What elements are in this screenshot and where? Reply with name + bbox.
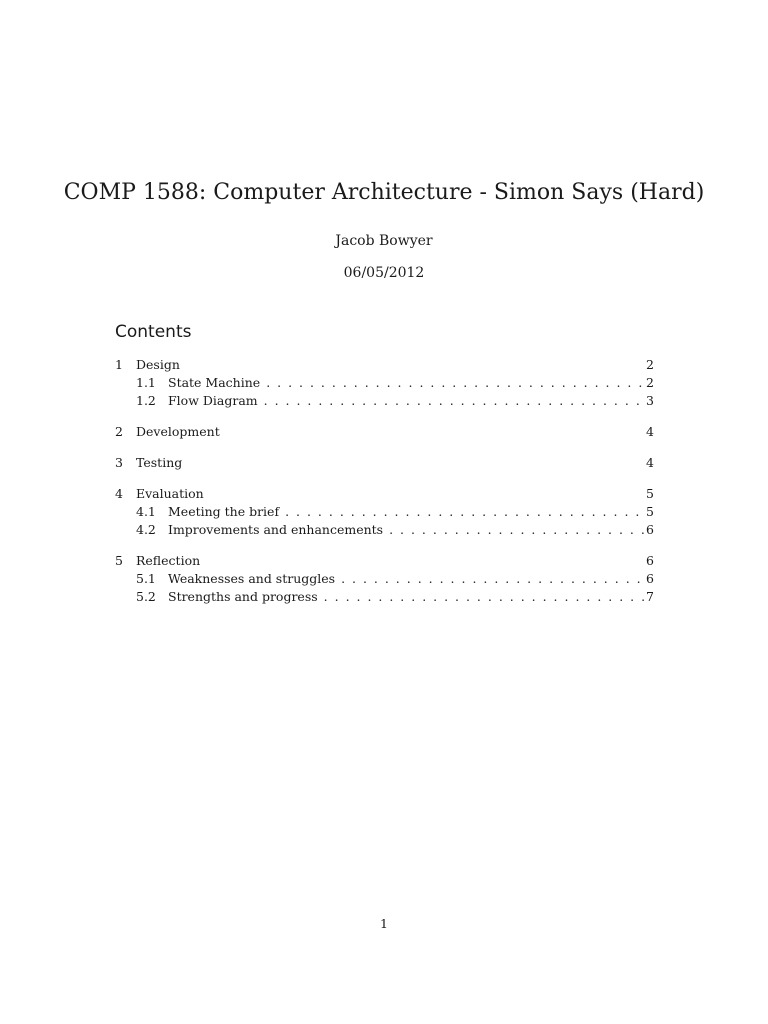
toc-entry-label: Reflection bbox=[136, 553, 201, 568]
document-date: 06/05/2012 bbox=[343, 265, 425, 281]
toc-section-development bbox=[115, 423, 654, 441]
toc-subentry-page: 3 bbox=[646, 393, 654, 408]
dot-leader bbox=[258, 392, 644, 410]
toc-entry[interactable] bbox=[115, 552, 654, 570]
toc-subentry-label: State Machine bbox=[168, 375, 261, 390]
toc-entry-number: 1 bbox=[115, 357, 123, 372]
toc-section-testing bbox=[115, 454, 654, 472]
toc-entry-label: Evaluation bbox=[136, 486, 204, 501]
toc-subentry[interactable] bbox=[115, 521, 654, 539]
toc-entry-page: 4 bbox=[646, 455, 654, 470]
toc-section-design bbox=[115, 356, 654, 410]
toc-entry[interactable] bbox=[115, 356, 654, 374]
toc-entry-page: 6 bbox=[646, 553, 654, 568]
toc-entry-label: Development bbox=[136, 424, 220, 439]
toc-subentry[interactable] bbox=[115, 503, 654, 521]
toc-entry[interactable] bbox=[115, 454, 654, 472]
document-author: Jacob Bowyer bbox=[335, 233, 433, 249]
toc-subentry-page: 6 bbox=[646, 522, 654, 537]
toc-subentry-number: 5.2 bbox=[136, 589, 156, 604]
toc-subentry-number: 4.2 bbox=[136, 522, 156, 537]
toc-subentry[interactable] bbox=[115, 570, 654, 588]
toc-subentry-label: Flow Diagram bbox=[168, 393, 258, 408]
toc-subentry-number: 4.1 bbox=[136, 504, 156, 519]
toc-subentry-page: 7 bbox=[646, 589, 654, 604]
toc-subentry-label: Meeting the brief bbox=[168, 504, 280, 519]
toc-entry-label: Testing bbox=[136, 455, 183, 470]
toc-subentry-page: 5 bbox=[646, 504, 654, 519]
toc-entry-page: 2 bbox=[646, 357, 654, 372]
toc-entry-page: 4 bbox=[646, 424, 654, 439]
page-number: 1 bbox=[380, 916, 388, 931]
toc-entry-number: 3 bbox=[115, 455, 123, 470]
toc-entry-number: 2 bbox=[115, 424, 123, 439]
document-title: COMP 1588: Computer Architecture - Simon Says (Hard) bbox=[63, 180, 705, 205]
toc-subentry-page: 6 bbox=[646, 571, 654, 586]
toc-subentry[interactable] bbox=[115, 374, 654, 392]
contents-heading: Contents bbox=[115, 322, 192, 342]
toc-entry-label: Design bbox=[136, 357, 180, 372]
toc-entry[interactable] bbox=[115, 485, 654, 503]
toc-subentry-number: 1.1 bbox=[136, 375, 156, 390]
dot-leader bbox=[279, 503, 644, 521]
toc-subentry-number: 5.1 bbox=[136, 571, 156, 586]
dot-leader bbox=[260, 374, 644, 392]
toc-section-reflection bbox=[115, 552, 654, 606]
dot-leader bbox=[318, 588, 644, 606]
dot-leader bbox=[335, 570, 644, 588]
toc-subentry-label: Strengths and progress bbox=[168, 589, 318, 604]
dot-leader bbox=[383, 521, 644, 539]
toc-subentry-label: Improvements and enhancements bbox=[168, 522, 384, 537]
toc-entry-number: 4 bbox=[115, 486, 123, 501]
toc-entry-number: 5 bbox=[115, 553, 123, 568]
toc-entry[interactable] bbox=[115, 423, 654, 441]
toc-subentry[interactable] bbox=[115, 588, 654, 606]
toc-section-evaluation bbox=[115, 485, 654, 539]
toc-subentry-page: 2 bbox=[646, 375, 654, 390]
toc-subentry[interactable] bbox=[115, 392, 654, 410]
toc-entry-page: 5 bbox=[646, 486, 654, 501]
toc-subentry-label: Weaknesses and struggles bbox=[168, 571, 336, 586]
table-of-contents bbox=[115, 356, 654, 619]
toc-subentry-number: 1.2 bbox=[136, 393, 156, 408]
